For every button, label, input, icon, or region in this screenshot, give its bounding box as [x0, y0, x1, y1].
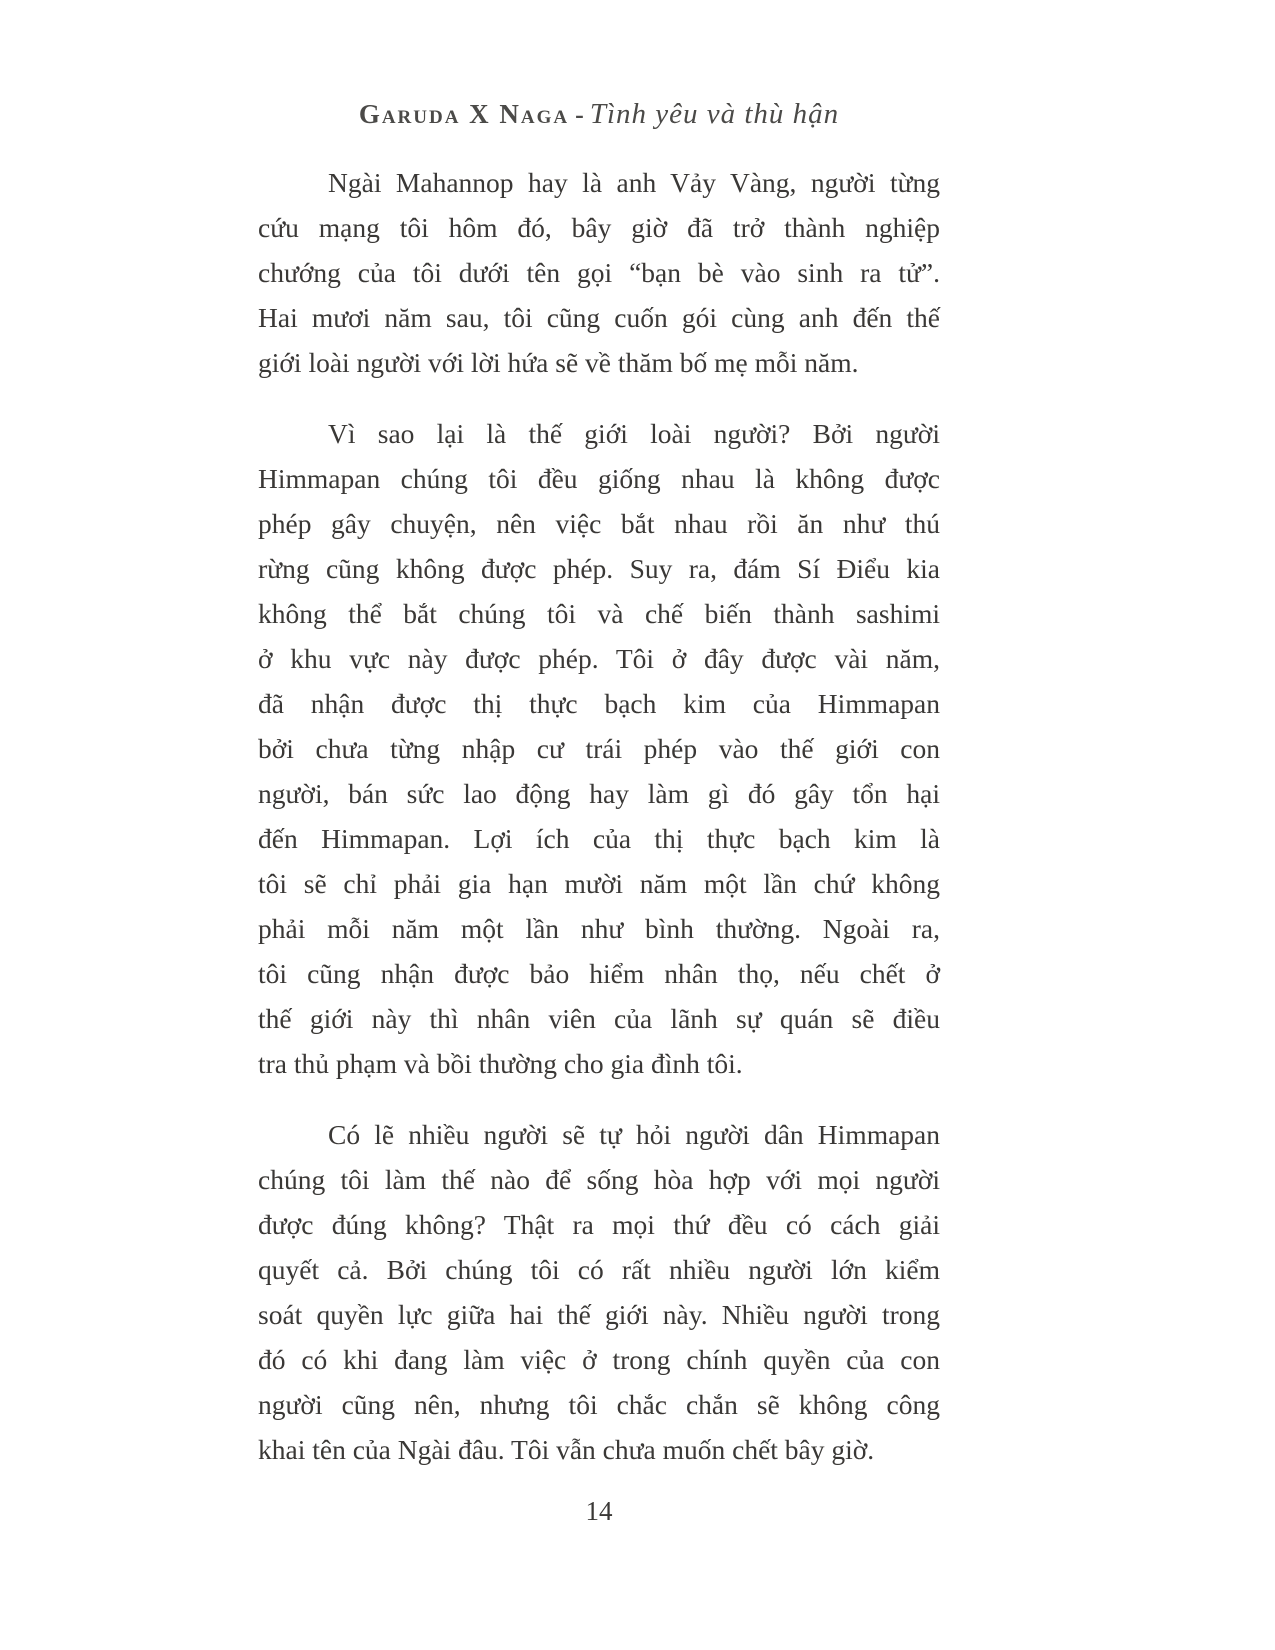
text-line: không thể bắt chúng tôi và chế biến thành sashimi — [258, 598, 940, 629]
text-line: người, bán sức lao động hay làm gì đó gây tổn hại — [258, 778, 940, 809]
text-line: được đúng không? Thật ra mọi thứ đều có cách giải — [258, 1209, 940, 1240]
text-line: bởi chưa từng nhập cư trái phép vào thế giới con — [258, 733, 940, 764]
text-line: phép gây chuyện, nên việc bắt nhau rồi ăn như thú — [258, 508, 940, 539]
text-line: quyết cả. Bởi chúng tôi có rất nhiều người lớn kiểm — [258, 1254, 940, 1285]
page-number: 14 — [585, 1496, 613, 1526]
text-line: tra thủ phạm và bồi thường cho gia đình tôi. — [258, 1048, 743, 1079]
text-line: người cũng nên, nhưng tôi chắc chắn sẽ không công — [258, 1389, 940, 1420]
text-line: thế giới này thì nhân viên của lãnh sự quán sẽ điều — [258, 1003, 940, 1034]
text-line: rừng cũng không được phép. Suy ra, đám Sí Điểu kia — [258, 553, 940, 584]
text-line: đến Himmapan. Lợi ích của thị thực bạch kim là — [258, 823, 940, 854]
text-line: đã nhận được thị thực bạch kim của Himmapan — [258, 688, 940, 719]
text-line: tôi cũng nhận được bảo hiểm nhân thọ, nếu chết ở — [258, 958, 940, 989]
paragraph — [258, 160, 940, 385]
text-line: đó có khi đang làm việc ở trong chính quyền của con — [258, 1344, 940, 1375]
header-separator: - — [575, 100, 584, 129]
body-text — [258, 160, 940, 1498]
text-line: chướng của tôi dưới tên gọi “bạn bè vào sinh ra tử”. — [258, 257, 940, 288]
text-line: Ngài Mahannop hay là anh Vảy Vàng, người từng — [328, 167, 940, 198]
text-line: khai tên của Ngài đâu. Tôi vẫn chưa muốn chết bây giờ. — [258, 1434, 875, 1465]
paragraph — [258, 411, 940, 1086]
text-line: Hai mươi năm sau, tôi cũng cuốn gói cùng anh đến thế — [258, 302, 940, 333]
running-header — [258, 98, 940, 131]
text-line: giới loài người với lời hứa sẽ về thăm bố mẹ mỗi năm. — [258, 347, 859, 378]
series-title: Garuda X Naga — [358, 99, 570, 129]
book-title: Tình yêu và thù hận — [589, 98, 840, 130]
text-line: soát quyền lực giữa hai thế giới này. Nhiều người trong — [258, 1299, 940, 1330]
paragraph — [258, 1112, 940, 1472]
text-line: ở khu vực này được phép. Tôi ở đây được vài năm, — [258, 643, 940, 674]
text-line: cứu mạng tôi hôm đó, bây giờ đã trở thành nghiệp — [258, 212, 940, 243]
text-line: Vì sao lại là thế giới loài người? Bởi người — [328, 418, 940, 449]
text-line: phải mỗi năm một lần như bình thường. Ngoài ra, — [258, 913, 940, 944]
text-line: tôi sẽ chỉ phải gia hạn mười năm một lần chứ không — [258, 868, 940, 899]
text-line: Có lẽ nhiều người sẽ tự hỏi người dân Himmapan — [328, 1119, 940, 1150]
text-line: chúng tôi làm thế nào để sống hòa hợp với mọi người — [258, 1164, 940, 1195]
text-line: Himmapan chúng tôi đều giống nhau là không được — [258, 463, 940, 494]
